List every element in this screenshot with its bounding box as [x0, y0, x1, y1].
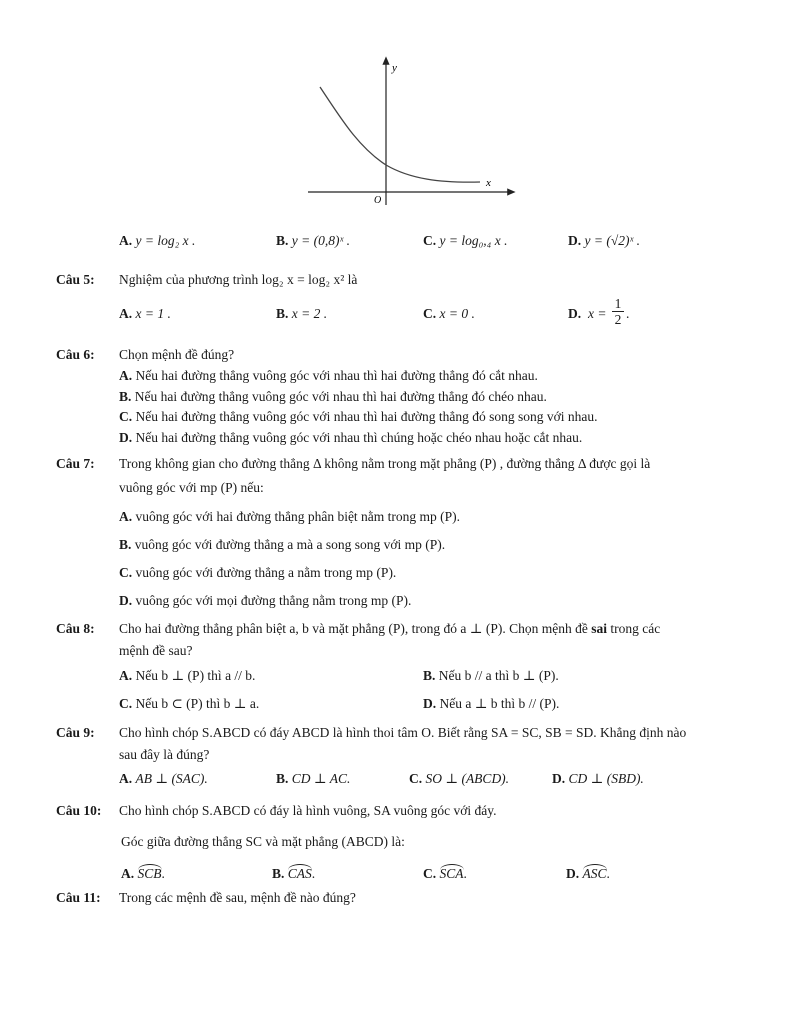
curve	[320, 87, 480, 182]
option-suffix: .	[606, 866, 610, 881]
option-letter: D.	[568, 306, 582, 321]
origin-label: O	[374, 195, 382, 206]
question-text: Chọn mệnh đề đúng?	[119, 347, 235, 362]
q4-option-d[interactable]	[568, 233, 640, 249]
option-text: Nếu b // a thì b ⊥ (P).	[438, 668, 559, 683]
option-letter: B.	[423, 668, 436, 683]
option-letter: D.	[568, 233, 582, 248]
option-expr: y = (0,8)ˣ .	[291, 233, 351, 248]
option-expr: y = log₂ x .	[135, 233, 196, 248]
q4-option-a[interactable]	[119, 233, 195, 249]
q10-option-c[interactable]	[423, 864, 467, 882]
question-text-line1: Cho hình chóp S.ABCD có đáy là hình vuông, SA vuông góc với đáy.	[119, 803, 497, 818]
option-text: Nếu b ⊂ (P) thì b ⊥ a.	[135, 696, 260, 711]
option-letter: C.	[423, 866, 437, 881]
option-letter: A.	[119, 368, 133, 383]
question-text-part: trong các	[606, 621, 661, 636]
option-text: Nếu hai đường thẳng vuông góc với nhau thì chúng hoặc chéo nhau hoặc cắt nhau.	[135, 430, 583, 445]
option-letter: A.	[119, 771, 133, 786]
option-expr: x = 0 .	[439, 306, 475, 321]
q9-option-a[interactable]	[119, 771, 208, 787]
question-text: Trong các mệnh đề sau, mệnh đề nào đúng?	[119, 890, 356, 905]
question-text-line1	[119, 621, 660, 637]
q6-option-a[interactable]	[119, 368, 538, 384]
q4-option-b[interactable]	[276, 233, 350, 249]
option-letter: A.	[119, 509, 133, 524]
q8-option-a[interactable]	[119, 668, 255, 684]
option-expr: SO ⊥ (ABCD).	[425, 771, 510, 786]
option-letter: C.	[423, 306, 437, 321]
q5-option-b[interactable]	[276, 306, 327, 322]
q5-option-a[interactable]	[119, 306, 171, 322]
option-text: vuông góc với mọi đường thẳng nằm trong mp (P).	[135, 593, 412, 608]
question-text: Nghiệm của phương trình log₂ x = log₂ x² là	[119, 272, 358, 287]
angle-expr: SCA	[439, 866, 464, 881]
question-label: Câu 8:	[56, 621, 95, 636]
option-expr: y = log₀,₄ x .	[439, 233, 508, 248]
question-text-line1: Cho hình chóp S.ABCD có đáy ABCD là hình thoi tâm O. Biết rằng SA = SC, SB = SD. Khẳng định nào	[119, 725, 687, 740]
q6-option-b[interactable]	[119, 389, 547, 405]
q6-option-c[interactable]	[119, 409, 598, 425]
q10-option-d[interactable]	[566, 864, 610, 882]
option-letter: B.	[276, 771, 289, 786]
question-text-line2: Góc giữa đường thẳng SC và mặt phẳng (ABCD) là:	[121, 834, 405, 849]
option-text: vuông góc với đường thẳng a nằm trong mp (P).	[135, 565, 397, 580]
fraction	[612, 296, 624, 327]
option-expr: x = 1 .	[135, 306, 171, 321]
q10-option-b[interactable]	[272, 864, 315, 882]
question-text-line2: mệnh đề sau?	[119, 643, 193, 658]
option-expr: y = (√2)ˣ .	[584, 233, 641, 248]
fraction-numerator: 1	[612, 296, 624, 312]
q4-option-c[interactable]	[423, 233, 507, 249]
option-expr: AB ⊥ (SAC).	[135, 771, 208, 786]
option-letter: C.	[409, 771, 423, 786]
option-letter: C.	[119, 409, 133, 424]
q7-option-a[interactable]	[119, 509, 460, 525]
question-text-line1: Trong không gian cho đường thẳng Δ không nằm trong mặt phẳng (P) , đường thẳng Δ được gọi là	[119, 456, 651, 471]
q7-option-c[interactable]	[119, 565, 396, 581]
x-axis-label: x	[486, 177, 491, 189]
angle-expr: SCB	[137, 866, 162, 881]
option-text: Nếu hai đường thẳng vuông góc với nhau thì hai đường thẳng đó chéo nhau.	[134, 389, 547, 404]
angle-expr: CAS	[287, 866, 312, 881]
question-label: Câu 7:	[56, 456, 95, 471]
q5-option-c[interactable]	[423, 306, 475, 322]
option-expr: CD ⊥ (SBD).	[568, 771, 644, 786]
option-letter: B.	[119, 389, 132, 404]
q9-option-d[interactable]	[552, 771, 644, 787]
option-letter: A.	[119, 668, 133, 683]
q7-option-b[interactable]	[119, 537, 445, 553]
option-expr: CD ⊥ AC.	[291, 771, 351, 786]
question-text-line2: sau đây là đúng?	[119, 747, 210, 762]
q9-option-b[interactable]	[276, 771, 350, 787]
option-letter: A.	[119, 306, 133, 321]
option-letter: A.	[121, 866, 135, 881]
question-text-part: Cho hai đường thẳng phân biệt a, b và mặt phẳng (P), trong đó a ⊥ (P). Chọn mệnh đề	[119, 621, 592, 636]
option-letter: B.	[276, 233, 289, 248]
option-expr-prefix: x =	[588, 306, 607, 321]
q8-option-d[interactable]	[423, 696, 559, 712]
question-label: Câu 5:	[56, 272, 95, 287]
q10-option-a[interactable]	[121, 864, 165, 882]
option-text: vuông góc với hai đường thẳng phân biệt nằm trong mp (P).	[135, 509, 461, 524]
q7-option-d[interactable]	[119, 593, 411, 609]
question-label: Câu 11:	[56, 890, 101, 905]
option-letter: C.	[119, 565, 133, 580]
option-suffix: .	[311, 866, 316, 881]
exponential-graph	[300, 55, 520, 215]
option-letter: D.	[423, 696, 437, 711]
q6-option-d[interactable]	[119, 430, 582, 446]
option-letter: B.	[272, 866, 285, 881]
option-suffix: .	[463, 866, 467, 881]
option-letter: D.	[552, 771, 566, 786]
option-letter: D.	[566, 866, 580, 881]
fraction-denominator: 2	[614, 312, 622, 327]
question-label: Câu 6:	[56, 347, 95, 362]
angle-expr: ASC	[582, 866, 607, 881]
question-text-emphasis: sai	[591, 621, 607, 636]
q8-option-b[interactable]	[423, 668, 559, 684]
y-axis-label: y	[392, 62, 397, 74]
option-expr: x = 2 .	[291, 306, 328, 321]
option-letter: D.	[119, 593, 133, 608]
option-text: Nếu b ⊥ (P) thì a // b.	[135, 668, 256, 683]
option-letter: B.	[119, 537, 132, 552]
question-label: Câu 10:	[56, 803, 102, 818]
option-suffix: .	[161, 866, 165, 881]
option-letter: B.	[276, 306, 289, 321]
option-suffix: .	[626, 306, 630, 321]
option-letter: D.	[119, 430, 133, 445]
option-text: Nếu hai đường thẳng vuông góc với nhau thì hai đường thẳng đó cắt nhau.	[135, 368, 538, 383]
q8-option-c[interactable]	[119, 696, 259, 712]
option-text: Nếu a ⊥ b thì b // (P).	[439, 696, 560, 711]
option-letter: C.	[119, 696, 133, 711]
option-text: vuông góc với đường thẳng a mà a song song với mp (P).	[134, 537, 446, 552]
question-label: Câu 9:	[56, 725, 95, 740]
question-text-line2: vuông góc với mp (P) nếu:	[119, 480, 264, 495]
option-text: Nếu hai đường thẳng vuông góc với nhau thì hai đường thẳng đó song song với nhau.	[135, 409, 598, 424]
option-letter: A.	[119, 233, 133, 248]
option-letter: C.	[423, 233, 437, 248]
q9-option-c[interactable]	[409, 771, 509, 787]
